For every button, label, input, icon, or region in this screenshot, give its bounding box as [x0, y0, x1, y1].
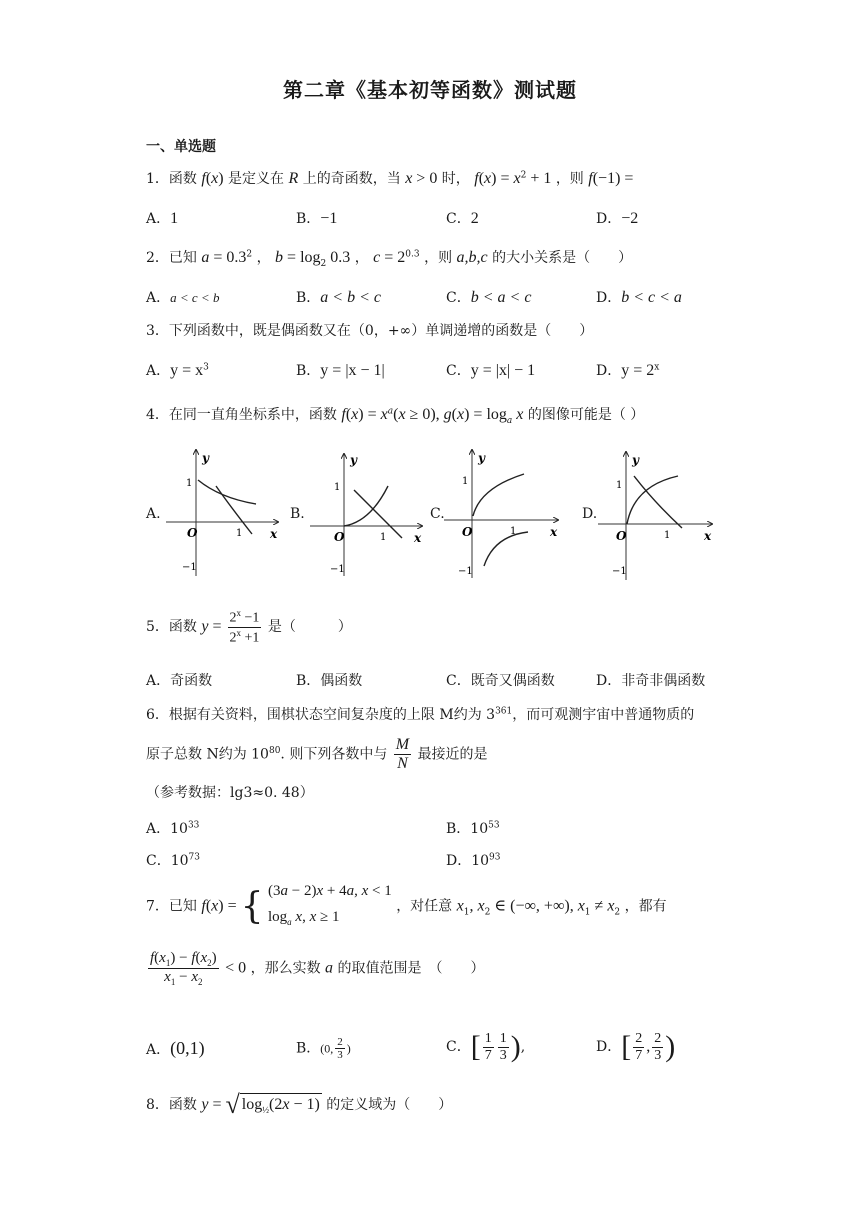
question-6-reference: （参考数据：lg3≈0. 48） [146, 785, 314, 801]
svg-text:x: x [270, 527, 278, 541]
question-2: 2．已知 $a = 0.3^2$ ， $b = \log_2 0.3$ ， $c = 2^{0.3}$ ，则 a,b,c 的大小关系是（ ） [146, 249, 633, 269]
q7-option-a[interactable]: A．(0,1) [146, 1038, 205, 1058]
question-6-line-2: 原子总数 N约为 $10^{80}$. 则下列各数中与 $\frac{M}{N}$ 最接近的是 [146, 736, 488, 772]
svg-text:x: x [550, 525, 558, 539]
q2-option-d[interactable]: D．b < c < a [596, 289, 682, 306]
svg-text:O: O [462, 525, 473, 539]
q5-option-a[interactable]: A．奇函数 [146, 673, 213, 689]
q5-option-b[interactable]: B．偶函数 [296, 673, 363, 689]
svg-text:−1: −1 [182, 562, 197, 573]
svg-text:O: O [616, 529, 627, 543]
q1-option-b[interactable]: B．−1 [296, 210, 338, 227]
q4-option-a-label[interactable]: A. [146, 506, 161, 522]
question-5: 5．函数 y = $\frac{2^x -1}{2^x +1}$ 是（ ） [146, 608, 352, 646]
svg-text:1: 1 [236, 528, 243, 539]
q2-option-b[interactable]: B．a < b < c [296, 289, 381, 306]
svg-text:−1: −1 [330, 564, 345, 575]
svg-text:y: y [350, 453, 357, 467]
q6-option-a[interactable]: A．$10^{33}$ [146, 820, 200, 837]
q2-option-a[interactable]: A．a < c < b [146, 290, 220, 306]
q4-option-c-label[interactable]: C. [430, 506, 445, 522]
q4-option-b-label[interactable]: B. [290, 506, 305, 522]
q4-graph-d[interactable] [594, 446, 718, 582]
svg-text:−1: −1 [612, 566, 627, 577]
q6-option-b[interactable]: B．$10^{53}$ [446, 820, 500, 837]
question-7-line-2: $\frac{f(x_1) - f(x_2)}{x_1 - x_2}$ < 0 ，那么实数 a 的取值范围是 （ ） [150, 950, 485, 987]
q3-option-b[interactable]: B．y = |x − 1| [296, 362, 385, 379]
q4-graph-c[interactable] [440, 446, 564, 582]
svg-text:x: x [704, 529, 712, 543]
q3-option-d[interactable]: D．$y = 2^x$ [596, 362, 660, 379]
q4-option-d-label[interactable]: D. [582, 506, 598, 522]
svg-text:y: y [202, 451, 209, 465]
q7-option-d[interactable]: D．[ $\frac{2}{7}$ , $\frac{2}{3}$ ) [596, 1030, 676, 1063]
svg-text:−1: −1 [458, 566, 473, 577]
question-4: 4．在同一直角坐标系中，函数 $f(x) = x^a(x \ge 0)$, $g(x) = \log_a x$ 的图像可能是（ ） [146, 406, 645, 426]
q5-option-d[interactable]: D．非奇非偶函数 [596, 673, 706, 689]
question-6-line-1: 6．根据有关资料，围棋状态空间复杂度的上限 M约为 $3^{361}$，而可观测宇宙中普通物质的 [146, 706, 695, 723]
svg-text:O: O [334, 530, 345, 544]
question-3: 3．下列函数中，既是偶函数又在（0，+∞）单调递增的函数是（ ） [146, 323, 594, 339]
q6-option-d[interactable]: D．$10^{93}$ [446, 852, 501, 869]
question-8: 8．函数 y = √ $\log_{\frac{1}{2}}(2x - 1)$ 的定义域为（ ） [146, 1090, 453, 1119]
svg-text:y: y [478, 451, 485, 465]
page-title: 第二章《基本初等函数》测试题 [283, 78, 577, 102]
svg-text:1: 1 [186, 478, 193, 489]
q6-option-c[interactable]: C．$10^{73}$ [146, 852, 200, 869]
q1-option-d[interactable]: D．−2 [596, 210, 639, 227]
q3-option-a[interactable]: A．$y = x^3$ [146, 362, 209, 379]
q1-option-a[interactable]: A．1 [146, 210, 179, 227]
q7-option-c[interactable]: C．[ $\frac{1}{7}$ $\frac{1}{3}$ ), [446, 1030, 526, 1063]
question-7-line-1: 7．已知 f(x) = { (3a − 2)x + 4a, x < 1 $\log_a x$, x ≥ 1 ，对任意 $x_1$, $x_2$ ∈ (−∞, +∞), $x_1 \ne x_2$ ，都有 [146, 883, 667, 927]
svg-text:y: y [632, 453, 639, 467]
q2-option-c[interactable]: C．b < a < c [446, 289, 532, 306]
svg-text:1: 1 [334, 482, 341, 493]
svg-text:1: 1 [616, 480, 623, 491]
svg-text:O: O [187, 526, 198, 540]
section-heading: 一、单选题 [146, 139, 216, 155]
svg-text:1: 1 [462, 476, 469, 487]
q7-option-b[interactable]: B．(0, $\frac{2}{3}$ ) [296, 1036, 351, 1061]
q4-graph-b[interactable] [304, 446, 428, 582]
q5-option-c[interactable]: C．既奇又偶函数 [446, 673, 555, 689]
q4-graph-a[interactable] [160, 446, 284, 582]
svg-text:x: x [414, 531, 422, 545]
svg-text:1: 1 [664, 530, 671, 541]
svg-text:1: 1 [510, 526, 517, 537]
question-1: 1．函数 f(x) 是定义在 R 上的奇函数，当 x > 0 时， $f(x) = x^2 + 1$ ，则 f(−1) = [146, 170, 634, 187]
q1-option-c[interactable]: C．2 [446, 210, 479, 227]
q3-option-c[interactable]: C．y = |x| − 1 [446, 362, 536, 379]
svg-text:1: 1 [380, 532, 387, 543]
